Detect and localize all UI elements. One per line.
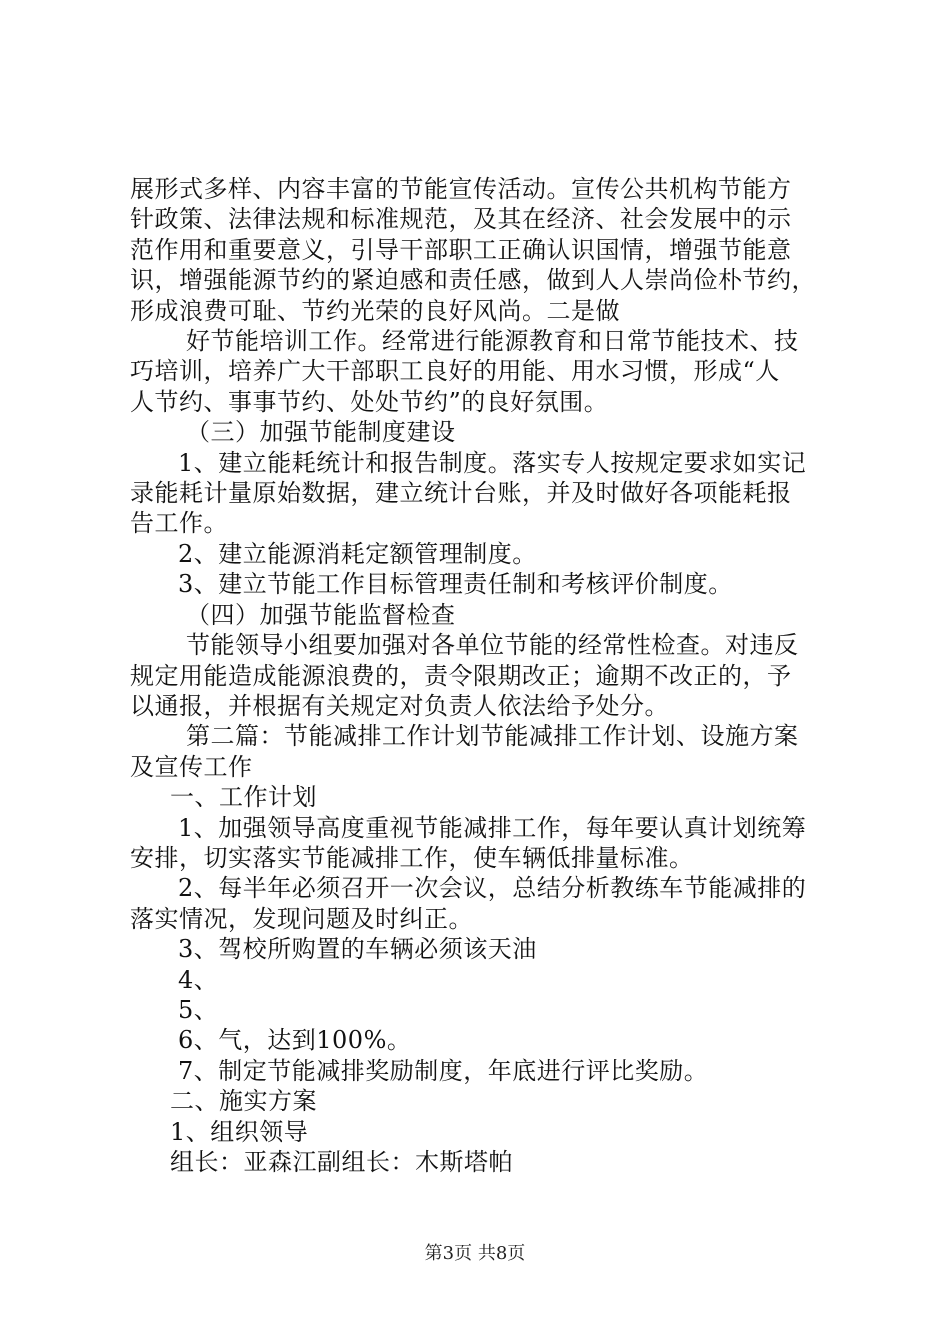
text-line: 巧培训，培养广大干部职工良好的用能、用水习惯，形成“人 xyxy=(130,357,780,386)
text-line: 1、组织领导 xyxy=(170,1117,309,1146)
page-footer xyxy=(0,1243,950,1265)
text-line: 范作用和重要意义，引导干部职工正确认识国情，增强节能意 xyxy=(130,235,792,264)
text-line: 6、气，达到100%。 xyxy=(178,1026,412,1055)
text-line: 识，增强能源节约的紧迫感和责任感，做到人人崇尚俭朴节约， xyxy=(130,266,816,295)
document-body xyxy=(130,174,842,1177)
text-line: 安排，切实落实节能减排工作，使车辆低排量标准。 xyxy=(130,843,694,872)
text-line: 3、驾校所购置的车辆必须该天油 xyxy=(178,935,537,964)
text-line: 5、 xyxy=(178,995,219,1024)
text-line: 1、加强领导高度重视节能减排工作，每年要认真计划统筹 xyxy=(178,813,807,842)
text-line: 节能领导小组要加强对各单位节能的经常性检查。对违反 xyxy=(186,631,799,660)
text-line: 好节能培训工作。经常进行能源教育和日常节能技术、技 xyxy=(186,327,799,356)
text-line: 针政策、法律法规和标准规范，及其在经济、社会发展中的示 xyxy=(130,205,792,234)
text-line: （四）加强节能监督检查 xyxy=(186,600,456,629)
text-line: 2、每半年必须召开一次会议，总结分析教练车节能减排的 xyxy=(178,874,807,903)
text-line: 形成浪费可耻、节约光荣的良好风尚。二是做 xyxy=(130,296,620,325)
text-line: 组长：亚森江副组长：木斯塔帕 xyxy=(170,1148,513,1176)
text-line: （三）加强节能制度建设 xyxy=(186,418,456,447)
text-line: 第二篇：节能减排工作计划节能减排工作计划、设施方案 xyxy=(186,722,799,751)
text-line: 落实情况，发现问题及时纠正。 xyxy=(130,904,473,933)
text-line: 及宣传工作 xyxy=(130,752,253,781)
text-line: 7、制定节能减排奖励制度，年底进行评比奖励。 xyxy=(178,1056,709,1085)
text-line: 4、 xyxy=(178,965,219,994)
text-line: 规定用能造成能源浪费的，责令限期改正；逾期不改正的，予 xyxy=(130,661,792,690)
text-line: 告工作。 xyxy=(130,509,228,538)
text-line: 1、建立能耗统计和报告制度。落实专人按规定要求如实记 xyxy=(178,448,807,477)
text-line: 2、建立能源消耗定额管理制度。 xyxy=(178,539,537,568)
text-line: 人节约、事事节约、处处节约”的良好氛围。 xyxy=(130,387,609,416)
text-line: 3、建立节能工作目标管理责任制和考核评价制度。 xyxy=(178,570,733,599)
text-line: 二、施实方案 xyxy=(170,1087,317,1116)
text-line: 录能耗计量原始数据，建立统计台账，并及时做好各项能耗报 xyxy=(130,479,792,508)
page-number-label: 第3页 共8页 xyxy=(424,1243,526,1264)
text-line: 以通报，并根据有关规定对负责人依法给予处分。 xyxy=(130,691,669,720)
text-line: 一、工作计划 xyxy=(170,783,317,812)
text-line: 展形式多样、内容丰富的节能宣传活动。宣传公共机构节能方 xyxy=(130,175,792,203)
